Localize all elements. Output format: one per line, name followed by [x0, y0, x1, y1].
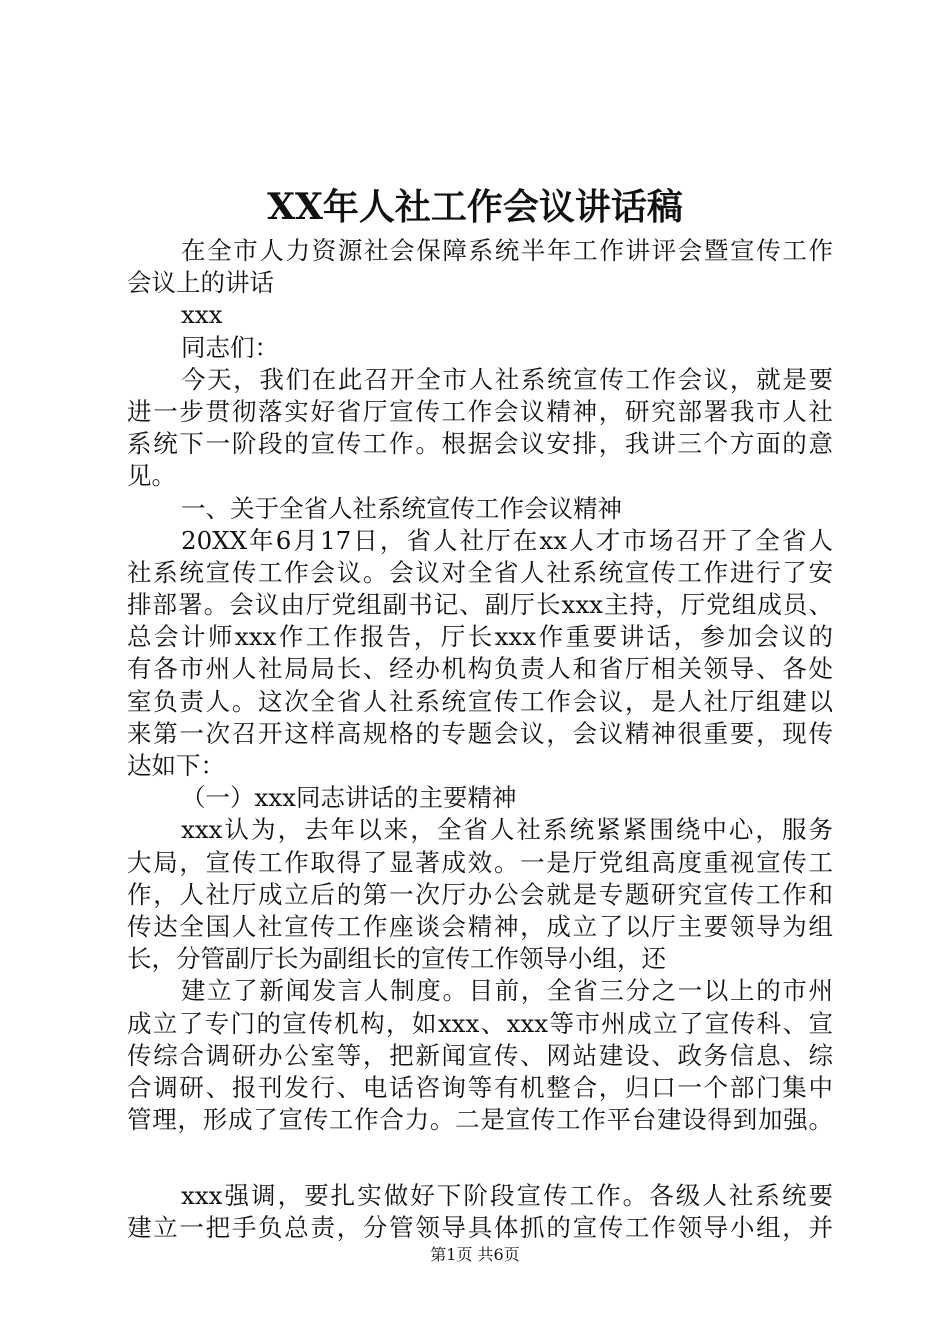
- text-line: 建立一把手负总责，分管领导具体抓的宣传工作领导小组，并: [127, 1213, 833, 1243]
- text-line: 排部署。会议由厅党组副书记、副厅长xxx主持，厅党组成员、: [127, 590, 833, 620]
- text-line: 会议上的讲话: [127, 268, 274, 298]
- text-line: xxx认为，去年以来，全省人社系统紧紧围绕中心，服务: [181, 815, 833, 845]
- section-heading: 一、关于全省人社系统宣传工作会议精神: [181, 493, 622, 523]
- text-line: 达如下：: [127, 751, 225, 780]
- text-line: 大局，宣传工作取得了显著成效。一是厅党组高度重视宣传工: [127, 847, 833, 877]
- text-line: 系统下一阶段的宣传工作。根据会议安排，我讲三个方面的意: [127, 429, 833, 459]
- paragraph-gap: [127, 1136, 833, 1180]
- text-line: 20XX年6月17日，省人社厅在xx人才市场召开了全省人: [181, 525, 833, 555]
- page-footer: 第1页 共6页: [430, 1245, 520, 1264]
- subsection-heading: （一）xxx同志讲话的主要精神: [181, 783, 517, 813]
- text-line: 传综合调研办公室等，把新闻宣传、网站建设、政务信息、综: [127, 1040, 833, 1070]
- document-body: [127, 235, 833, 1245]
- text-line: 长，分管副厅长为副组长的宣传工作领导小组，还: [127, 944, 666, 974]
- text-line: 见。: [127, 461, 176, 491]
- text-line: 传达全国人社宣传工作座谈会精神，成立了以厅主要领导为组: [127, 911, 833, 941]
- text-line: 合调研、报刊发行、电话咨询等有机整合，归口一个部门集中: [127, 1072, 833, 1102]
- text-line: xxx强调，要扎实做好下阶段宣传工作。各级人社系统要: [181, 1181, 833, 1211]
- speaker-name: xxx: [181, 300, 223, 330]
- document-title: XX年人社工作会议讲话稿: [267, 186, 683, 228]
- text-line: 成立了专门的宣传机构，如xxx、xxx等市州成立了宣传科、宣: [127, 1008, 833, 1038]
- text-line: 有各市州人社局局长、经办机构负责人和省厅相关领导、各处: [127, 654, 833, 684]
- text-line: 今天，我们在此召开全市人社系统宣传工作会议，就是要: [181, 364, 833, 394]
- text-line: 室负责人。这次全省人社系统宣传工作会议，是人社厅组建以: [127, 686, 833, 716]
- text-line: 作，人社厅成立后的第一次厅办公会就是专题研究宣传工作和: [127, 879, 833, 909]
- text-line: 建立了新闻发言人制度。目前，全省三分之一以上的市州: [181, 976, 833, 1006]
- text-line: 在全市人力资源社会保障系统半年工作讲评会暨宣传工作: [181, 236, 833, 265]
- salutation: 同志们：: [181, 332, 279, 362]
- text-line: 社系统宣传工作会议。会议对全省人社系统宣传工作进行了安: [127, 557, 833, 587]
- text-line: 管理，形成了宣传工作合力。二是宣传工作平台建设得到加强。: [127, 1105, 833, 1135]
- text-line: 进一步贯彻落实好省厅宣传工作会议精神，研究部署我市人社: [127, 396, 833, 426]
- text-line: 来第一次召开这样高规格的专题会议，会议精神很重要，现传: [127, 718, 833, 748]
- text-line: 总会计师xxx作工作报告，厅长xxx作重要讲话，参加会议的: [127, 622, 833, 652]
